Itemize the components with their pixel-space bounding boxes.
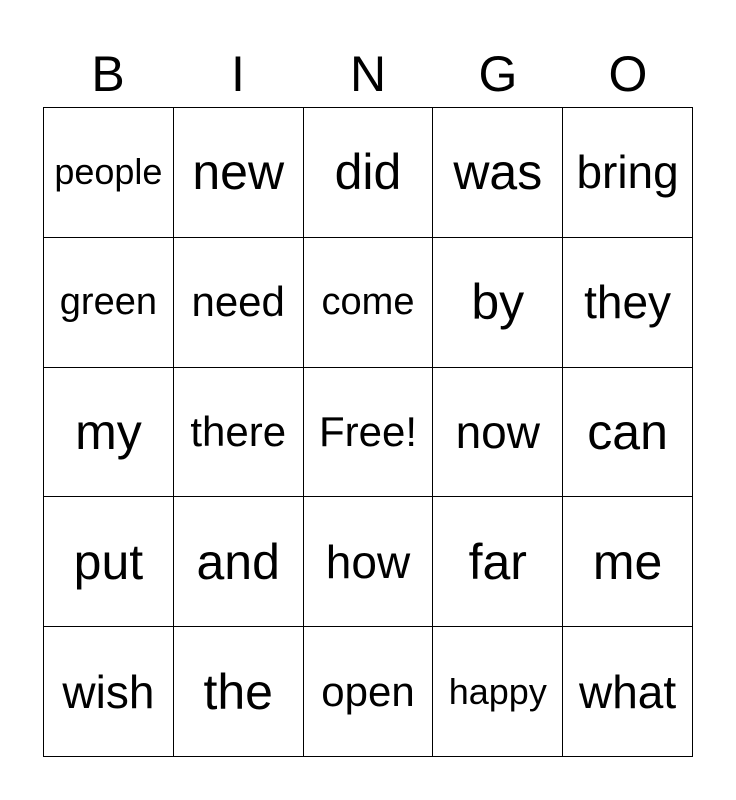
cell-word: my — [75, 403, 142, 460]
bingo-cell[interactable] — [433, 497, 563, 627]
bingo-cell[interactable] — [44, 108, 174, 238]
bingo-cell[interactable] — [174, 497, 304, 627]
free-space-cell[interactable] — [304, 368, 434, 498]
cell-word: new — [192, 144, 285, 201]
free-space-label: Free! — [318, 407, 417, 455]
cell-word: can — [587, 403, 668, 460]
bingo-cell[interactable] — [563, 238, 693, 368]
cell-word: now — [455, 405, 540, 458]
cell-word: the — [203, 663, 273, 720]
bingo-cell[interactable] — [304, 108, 434, 238]
cell-word: far — [468, 533, 527, 590]
header-letter-n: N — [349, 46, 387, 102]
bingo-cell[interactable] — [433, 627, 563, 757]
header-letter-i: I — [231, 46, 245, 102]
cell-word: did — [334, 144, 402, 201]
bingo-cell[interactable] — [563, 108, 693, 238]
cell-word: they — [584, 276, 672, 329]
bingo-grid — [43, 107, 693, 757]
bingo-cell[interactable] — [433, 368, 563, 498]
bingo-cell[interactable] — [174, 368, 304, 498]
header-letter-o: O — [608, 46, 648, 102]
bingo-cell[interactable] — [433, 238, 563, 368]
bingo-cell[interactable] — [44, 368, 174, 498]
bingo-cell[interactable] — [304, 238, 434, 368]
cell-word: happy — [448, 670, 547, 712]
bingo-cell[interactable] — [304, 627, 434, 757]
header-letter-b: B — [91, 46, 125, 102]
bingo-header — [43, 44, 693, 104]
cell-word: what — [579, 665, 677, 718]
cell-word: put — [73, 533, 144, 590]
cell-word: need — [191, 278, 285, 326]
bingo-cell[interactable] — [44, 627, 174, 757]
bingo-cell[interactable] — [174, 108, 304, 238]
cell-word: come — [321, 281, 415, 324]
cell-word: bring — [576, 146, 679, 199]
cell-word: by — [471, 274, 525, 331]
bingo-cell[interactable] — [304, 497, 434, 627]
bingo-cell[interactable] — [563, 497, 693, 627]
bingo-cell[interactable] — [563, 627, 693, 757]
bingo-cell[interactable] — [44, 497, 174, 627]
cell-word: how — [325, 535, 411, 588]
bingo-cell[interactable] — [44, 238, 174, 368]
cell-word: green — [59, 281, 157, 324]
cell-word: people — [54, 151, 163, 193]
cell-word: and — [196, 533, 280, 590]
cell-word: open — [321, 667, 415, 715]
cell-word: me — [592, 533, 663, 590]
cell-word: there — [190, 407, 287, 455]
cell-word: wish — [62, 665, 155, 718]
bingo-cell[interactable] — [433, 108, 563, 238]
bingo-cell[interactable] — [174, 238, 304, 368]
header-letter-g: G — [478, 46, 518, 102]
bingo-cell[interactable] — [563, 368, 693, 498]
cell-word: was — [453, 144, 543, 201]
bingo-cell[interactable] — [174, 627, 304, 757]
